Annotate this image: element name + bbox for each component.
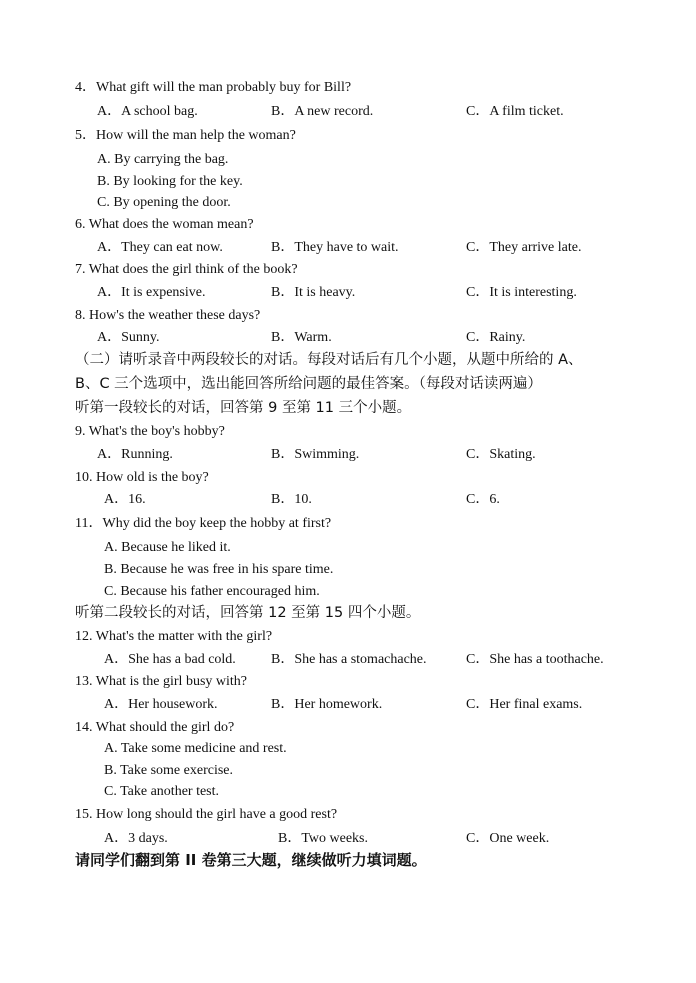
question-12-option-c: C．She has a toothache. bbox=[466, 652, 604, 667]
question-5-option-b: B. By looking for the key. bbox=[97, 174, 243, 189]
question-15-option-b: B．Two weeks. bbox=[278, 831, 369, 846]
question-12-option-a: A．She has a bad cold. bbox=[104, 652, 236, 667]
question-8-option-c: C．Rainy. bbox=[466, 330, 526, 345]
question-8-stem: 8. How's the weather these days? bbox=[75, 308, 261, 323]
question-11-option-b: B. Because he was free in his spare time. bbox=[104, 562, 334, 577]
question-13-stem: 13. What is the girl busy with? bbox=[75, 674, 247, 689]
question-7-stem: 7. What does the girl think of the book? bbox=[75, 262, 298, 277]
question-8-option-a: A．Sunny. bbox=[97, 330, 160, 345]
question-5-option-c: C. By opening the door. bbox=[97, 195, 231, 210]
question-6-option-c: C．They arrive late. bbox=[466, 240, 582, 255]
section-2-instruction-line-1: （二）请听录音中两段较长的对话。每段对话后有几个小题，从题中所给的 A、 bbox=[75, 352, 583, 368]
question-10-option-a: A．16. bbox=[104, 492, 146, 507]
question-9-option-b: B．Swimming. bbox=[271, 447, 360, 462]
question-7-option-b: B．It is heavy. bbox=[271, 285, 356, 300]
question-9-option-c: C．Skating. bbox=[466, 447, 536, 462]
question-4-option-b: B．A new record. bbox=[271, 104, 374, 119]
question-13-option-a: A．Her housework. bbox=[104, 697, 218, 712]
question-15-option-c: C．One week. bbox=[466, 831, 550, 846]
question-4-option-c: C．A film ticket. bbox=[466, 104, 564, 119]
question-7-option-c: C．It is interesting. bbox=[466, 285, 577, 300]
dialog-1-heading: 听第一段较长的对话，回答第 9 至第 11 三个小题。 bbox=[75, 400, 412, 416]
question-5-option-a: A. By carrying the bag. bbox=[97, 152, 229, 167]
question-6-option-a: A．They can eat now. bbox=[97, 240, 223, 255]
question-4-stem: 4．What gift will the man probably buy for Bill? bbox=[75, 80, 352, 95]
question-10-option-b: B．10. bbox=[271, 492, 312, 507]
question-12-stem: 12. What's the matter with the girl? bbox=[75, 629, 273, 644]
question-13-option-c: C．Her final exams. bbox=[466, 697, 583, 712]
question-15-stem: 15. How long should the girl have a good rest? bbox=[75, 807, 338, 822]
question-6-option-b: B．They have to wait. bbox=[271, 240, 399, 255]
question-7-option-a: A．It is expensive. bbox=[97, 285, 206, 300]
continue-instruction: 请同学们翻到第 II 卷第三大题，继续做听力填词题。 bbox=[75, 851, 427, 869]
section-2-instruction-line-2: B、C 三个选项中，选出能回答所给问题的最佳答案。（每段对话读两遍） bbox=[75, 376, 542, 392]
question-8-option-b: B．Warm. bbox=[271, 330, 332, 345]
question-14-option-a: A. Take some medicine and rest. bbox=[104, 741, 287, 756]
question-12-option-b: B．She has a stomachache. bbox=[271, 652, 427, 667]
question-5-stem: 5．How will the man help the woman? bbox=[75, 128, 296, 143]
question-6-stem: 6. What does the woman mean? bbox=[75, 217, 254, 232]
question-9-option-a: A．Running. bbox=[97, 447, 173, 462]
question-4-option-a: A．A school bag. bbox=[97, 104, 198, 119]
question-14-option-c: C. Take another test. bbox=[104, 784, 220, 799]
question-14-option-b: B. Take some exercise. bbox=[104, 763, 233, 778]
dialog-2-heading: 听第二段较长的对话，回答第 12 至第 15 四个小题。 bbox=[75, 605, 421, 621]
question-11-stem: 11．Why did the boy keep the hobby at first? bbox=[75, 516, 332, 531]
question-13-option-b: B．Her homework. bbox=[271, 697, 383, 712]
question-9-stem: 9. What's the boy's hobby? bbox=[75, 424, 225, 439]
question-14-stem: 14. What should the girl do? bbox=[75, 720, 235, 735]
question-11-option-a: A. Because he liked it. bbox=[104, 540, 231, 555]
question-10-option-c: C．6. bbox=[466, 492, 500, 507]
question-11-option-c: C. Because his father encouraged him. bbox=[104, 584, 320, 599]
question-10-stem: 10. How old is the boy? bbox=[75, 470, 209, 485]
question-15-option-a: A．3 days. bbox=[104, 831, 168, 846]
